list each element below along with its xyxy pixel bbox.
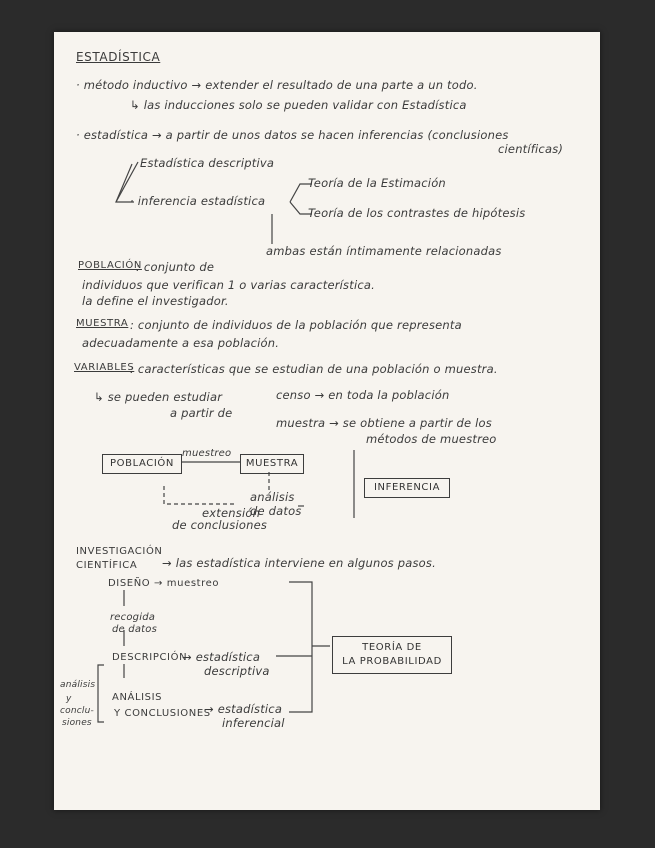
inducciones-text: ↳ las inducciones solo se pueden validar con Estadística	[130, 98, 467, 112]
muestreo-label: muestreo	[182, 448, 232, 459]
teoria-box-line-2: LA PROBABILIDAD	[342, 656, 442, 667]
inferencia-box: INFERENCIA	[364, 478, 450, 498]
teoria-probabilidad-box	[332, 636, 452, 674]
estadistica-descriptiva-text: Estadística descriptiva	[140, 156, 275, 170]
poblacion-def-2: individuos que verifican 1 o varias característica.	[82, 278, 375, 292]
conclusiones-caps-text: Y CONCLUSIONES	[114, 708, 211, 719]
extension-text-2: de conclusiones	[172, 518, 268, 532]
teoria-box-line-1: TEORÍA DE	[362, 642, 422, 653]
variables-def: : características que se estudian de una población o muestra.	[130, 362, 498, 376]
poblacion-def-3: la define el investigador.	[82, 294, 229, 308]
estadistica-text-2: científicas)	[498, 142, 564, 156]
teoria-estimacion-text: Teoría de la Estimación	[308, 176, 446, 190]
notebook-page	[54, 32, 600, 810]
variables-label: VARIABLES	[74, 362, 135, 373]
muestra-def-2: adecuadamente a esa población.	[82, 336, 280, 350]
ambas-text: ambas están íntimamente relacionadas	[266, 244, 502, 258]
est-desc-text-1: → estadística	[182, 650, 261, 664]
poblacion-label: POBLACIÓN	[78, 260, 142, 271]
poblacion-def-1: : conjunto de	[136, 260, 215, 274]
diseno-text: DISEÑO → muestreo	[108, 578, 220, 589]
metodo-inductivo-text: · método inductivo → extender el resultado de una parte a un todo.	[76, 78, 478, 92]
estadistica-text-1: · estadística → a partir de unos datos se hacen inferencias (conclusiones	[76, 128, 509, 142]
investigacion-def: → las estadística interviene en algunos pasos.	[162, 556, 436, 570]
se-pueden-text-1: ↳ se pueden estudiar	[94, 390, 223, 404]
est-inf-text-1: → estadística	[204, 702, 283, 716]
descripcion-text: DESCRIPCIÓN	[112, 652, 188, 663]
muestra-def-1: : conjunto de individuos de la población que representa	[130, 318, 462, 332]
est-desc-text-2: descriptiva	[204, 664, 270, 678]
side-note-4: siones	[62, 718, 92, 728]
recogida-text-1: recogida	[110, 612, 156, 623]
analisis-text-1: análisis	[250, 490, 295, 504]
muestra-box: MUESTRA	[240, 454, 304, 474]
extension-text-1: extensión	[202, 506, 261, 520]
censo-text: censo → en toda la población	[276, 388, 450, 402]
investigacion-text-2: CIENTÍFICA	[76, 560, 138, 571]
se-pueden-text-2: a partir de	[170, 406, 233, 420]
muestra-label: MUESTRA	[76, 318, 129, 329]
inferencia-estadistica-text: · inferencia estadística	[130, 194, 266, 208]
muestra-obtiene-text-1: muestra → se obtiene a partir de los	[276, 416, 492, 430]
poblacion-box: POBLACIÓN	[102, 454, 182, 474]
side-note-3: conclu-	[60, 706, 94, 716]
investigacion-text-1: INVESTIGACIÓN	[76, 546, 163, 557]
muestra-obtiene-text-2: métodos de muestreo	[366, 432, 497, 446]
analisis-text-2: de datos	[250, 504, 302, 518]
page-title: ESTADÍSTICA	[76, 50, 161, 64]
side-note-1: análisis	[60, 680, 96, 690]
est-inf-text-2: inferencial	[222, 716, 285, 730]
side-note-2: y	[66, 694, 72, 704]
teoria-contraste-text: Teoría de los contrastes de hipótesis	[308, 206, 526, 220]
recogida-text-2: de datos	[112, 624, 158, 635]
analisis-caps-text: ANÁLISIS	[112, 692, 163, 703]
